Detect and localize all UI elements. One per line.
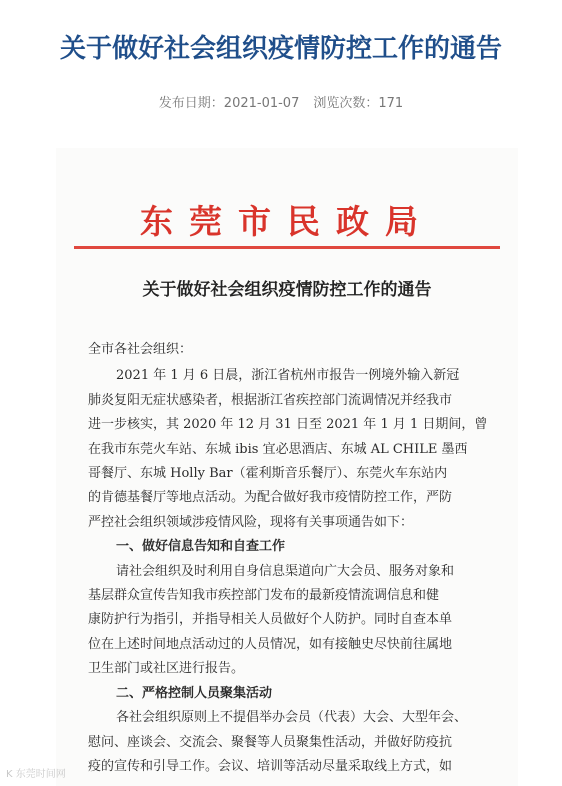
page-title: 关于做好社会组织疫情防控工作的通告: [59, 34, 502, 64]
paragraph-line: 基层群众宣传告知我市疾控部门发布的最新疫情流调信息和健: [88, 588, 440, 604]
paragraph-line: 2021 年 1 月 6 日晨，浙江省杭州市报告一例境外输入新冠: [116, 368, 460, 384]
section-heading: 一、做好信息告知和自查工作: [116, 539, 286, 555]
document-body: [88, 338, 496, 779]
letterhead: 东莞市民政局: [140, 202, 434, 241]
document-title: 关于做好社会组织疫情防控工作的通告: [142, 280, 432, 300]
salutation: 全市各社会组织：: [88, 342, 193, 357]
view-count: 浏览次数：171: [313, 96, 404, 111]
paragraph-line: 慰问、座谈会、交流会、聚餐等人员聚集性活动，并做好防疫抗: [88, 734, 453, 750]
paragraph-line: 在我市东莞火车站、东城 ibis 宜必思酒店、东城 AL CHILE 墨西: [88, 441, 468, 457]
document-image: [56, 148, 518, 786]
article-meta: [0, 92, 562, 111]
paragraph-line: 各社会组织原则上不提倡举办会员（代表）大会、大型年会、: [116, 710, 468, 726]
paragraph-line: 的肯德基餐厅等地点活动。为配合做好我市疫情防控工作，严防: [88, 490, 453, 506]
paragraph-line: 进一步核实，其 2020 年 12 月 31 日至 2021 年 1 月 1 日期间，曾: [88, 417, 488, 433]
paragraph-line: 位在上述时间地点活动过的人员情况，如有接触史尽快前往属地: [88, 636, 453, 652]
watermark: K 东莞时间网: [6, 769, 66, 780]
paragraph-line: 康防护行为指引，并指导相关人员做好个人防护。同时自查本单: [88, 612, 453, 628]
paragraph-line: 疫的宣传和引导工作。会议、培训等活动尽量采取线上方式，如: [88, 758, 453, 774]
section-heading: 二、严格控制人员聚集活动: [116, 685, 273, 701]
paragraph-line: 肺炎复阳无症状感染者，根据浙江省疾控部门流调情况并经我市: [88, 392, 453, 408]
paragraph-line: 卫生部门或社区进行报告。: [88, 661, 245, 677]
paragraph-line: 请社会组织及时利用自身信息渠道向广大会员、服务对象和: [116, 563, 455, 579]
paragraph-line: 哥餐厅、东城 Holly Bar（霍利斯音乐餐厅）、东莞火车东站内: [88, 466, 448, 482]
publish-date: 发布日期：2021-01-07: [158, 96, 300, 111]
red-divider-line: [74, 246, 500, 249]
paragraph-line: 严控社会组织领域涉疫情风险，现将有关事项通告如下：: [88, 514, 414, 530]
